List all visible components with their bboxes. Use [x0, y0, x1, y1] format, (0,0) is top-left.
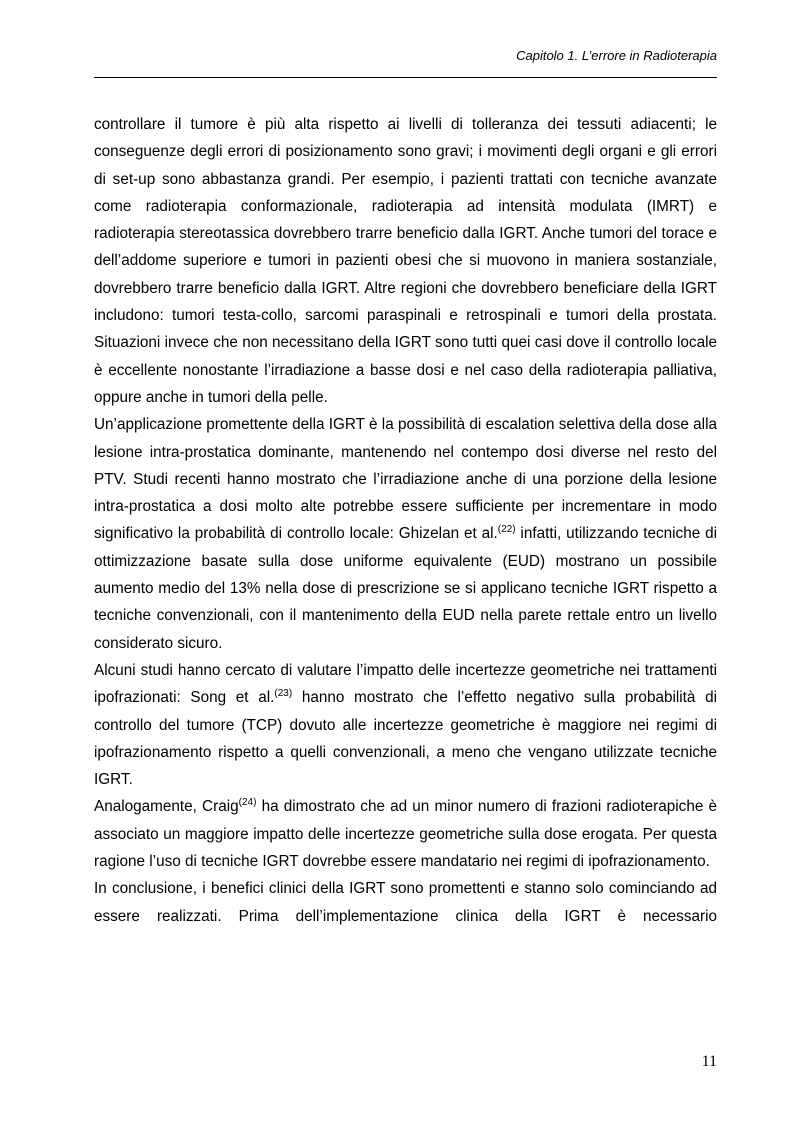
- paragraph-2: [94, 411, 717, 657]
- text-segment: infatti, utilizzando tecniche di ottimizzazione basate sulla dose uniforme equivalente (EUD) mostrano un possibile aumento medio del 13% nella dose di prescrizione se si applicano tecniche IGRT rispetto a tecniche convenzionali, con il mantenimento della EUD nella parete rettale entro un livello considerato sicuro.: [94, 525, 717, 652]
- paragraph-4: [94, 793, 717, 875]
- text-segment: Alcuni studi hanno cercato di valutare l’impatto delle incertezze geometriche nei trattamenti ipofrazionati: Song et al.: [94, 661, 717, 707]
- text-segment: hanno mostrato che l’effetto negativo sulla probabilità di controllo del tumore (TCP) dovuto alle incertezze geometriche è maggiore nei regimi di ipofrazionamento rispetto a quelli convenzionali, a meno che vengano utilizzate tecniche IGRT.: [94, 689, 717, 789]
- header-rule: [94, 77, 717, 78]
- text-segment: ha dimostrato che ad un minor numero di frazioni radioterapiche è associato un maggiore impatto delle incertezze geometriche sulla dose erogata. Per questa ragione l’uso di tecniche IGRT dovrebbe essere mandatario nei regimi di ipofrazionamento.: [94, 798, 718, 871]
- citation-24: (24): [238, 797, 257, 809]
- text-segment: controllare il tumore è più alta rispetto ai livelli di tolleranza dei tessuti adiacenti; le conseguenze degli errori di posizionamento sono gravi; i movimenti degli organi e gli errori di set-up sono abbastanza grandi. Per esempio, i pazienti trattati con tecniche avanzate come radioterapia conformazionale, radioterapia ad intensità modulata (IMRT) e radioterapia stereotassica dovrebbero trarre beneficio dalla IGRT. Anche tumori del torace e dell’addome superiore e tumori in pazienti obesi che si muovono in maniera sostanziale, dovrebbero trarre beneficio dalla IGRT. Altre regioni che dovrebbero beneficiare della IGRT includono: tumori testa-collo, sarcomi paraspinali e retrospinali e tumori della prostata. Situazioni invece che non necessitano della IGRT sono tutti quei casi dove il controllo locale è eccellente nonostante l’irradiazione a basse dosi e nel caso della radioterapia palliativa, oppure anche in tumori della pelle.: [94, 116, 717, 406]
- text-segment: In conclusione, i benefici clinici della IGRT sono promettenti e stanno solo cominciando ad essere realizzati. Prima dell’implementazione clinica della IGRT è necessario: [94, 880, 717, 925]
- paragraph-3: [94, 657, 717, 793]
- paragraph-1: [94, 111, 717, 411]
- text-segment: Analogamente, Craig: [94, 798, 239, 816]
- paragraph-5: [94, 875, 717, 930]
- running-header: Capitolo 1. L’errore in Radioterapia: [516, 48, 717, 63]
- text-segment: Un’applicazione promettente della IGRT è la possibilità di escalation selettiva della dose alla lesione intra-prostatica dominante, mantenendo nel contempo dosi diverse nel resto del PTV. Studi recenti hanno mostrato che l’irradiazione anche di una porzione della lesione intra-prostatica a dosi molto alte potrebbe essere sufficiente per incrementare in modo significativo la probabilità di controllo locale: Ghizelan et al.: [94, 416, 717, 543]
- page-number: 11: [701, 1053, 717, 1070]
- citation-22: (22): [497, 524, 516, 536]
- body-text: [94, 111, 717, 930]
- citation-23: (23): [274, 688, 293, 700]
